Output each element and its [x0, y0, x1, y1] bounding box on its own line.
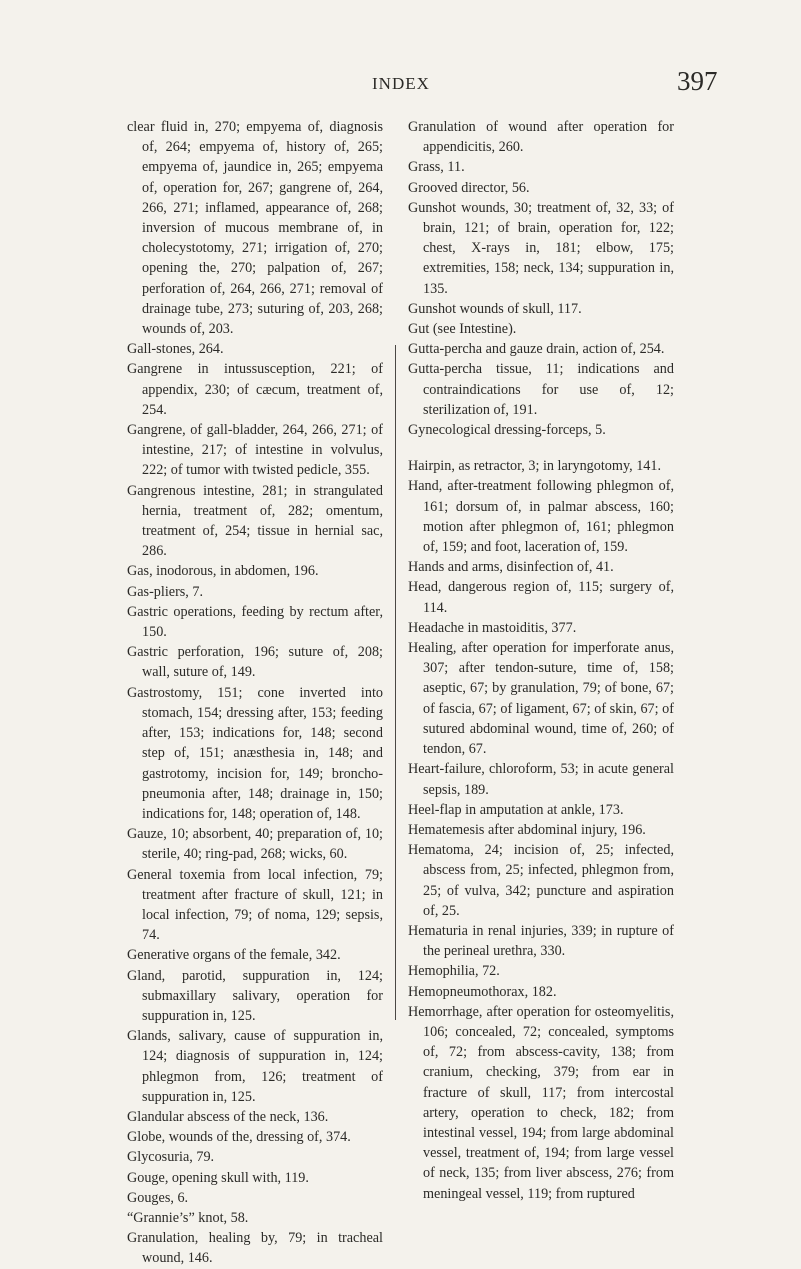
index-entry: Globe, wounds of the, dressing of, 374.: [127, 1129, 351, 1146]
index-entry: General toxemia from local infection, 79; treatment after fracture of skull, 121; in local infection, 79; of noma, 129; sepsis, 74.: [127, 866, 383, 944]
index-entry: Heart-failure, chloroform, 53; in acute general sepsis, 189.: [408, 761, 674, 798]
index-entry: Gastrostomy, 151; cone inverted into stomach, 154; dressing after, 153; feeding after, 153; indications for, 148; second step of, 151; anæsthesia in, 148; and gastrotomy, incision for, 149; broncho-pneumonia after, 148; drainage in, 150; indications for, 148; operation of, 148.: [127, 684, 383, 822]
index-entry: Gynecological dressing-forceps, 5.: [408, 422, 606, 439]
index-entry: Hands and arms, disinfection of, 41.: [408, 559, 614, 576]
column-divider: [395, 345, 396, 1020]
index-entry: Headache in mastoiditis, 377.: [408, 619, 577, 636]
index-entry: Gouges, 6.: [127, 1189, 189, 1206]
index-entry: Granulation, healing by, 79; in tracheal wound, 146.: [127, 1230, 383, 1267]
index-entry: Hand, after-treatment following phlegmon of, 161; dorsum of, in palmar abscess, 160; motion after phlegmon of, 161; phlegmon of, 159; and foot, laceration of, 159.: [408, 478, 674, 556]
index-entry: Grass, 11.: [408, 159, 465, 176]
running-head: INDEX: [372, 74, 430, 93]
index-entry: clear fluid in, 270; empyema of, diagnosis of, 264; empyema of, history of, 265; empyema of, jaundice in, 265; empyema of, operation for, 267; gangrene of, 264, 266, 271; inflamed, appearance of, 268; inversion of mucous membrane of, in cholecystotomy, 271; irrigation of, 270; opening the, 270; palpation of, 267; perforation of, 264, 266, 271; removal of drainage tube, 273; suturing of, 203, 268; wounds of, 203.: [127, 119, 383, 338]
index-entry: “Grannie’s” knot, 58.: [127, 1209, 249, 1226]
index-entry: Gland, parotid, suppuration in, 124; submaxillary salivary, operation for suppuration in, 125.: [127, 967, 383, 1024]
index-entry: Hairpin, as retractor, 3; in laryngotomy, 141.: [408, 458, 662, 475]
index-entry: Gut (see Intestine).: [408, 321, 517, 338]
index-entry: Grooved director, 56.: [408, 179, 530, 196]
index-entry: Gunshot wounds of skull, 117.: [408, 300, 582, 317]
index-entry: Gangrene, of gall-bladder, 264, 266, 271; of intestine, 217; of intestine in volvulus, 222; of tumor with twisted pedicle, 355.: [127, 422, 383, 479]
index-entry: Hemophilia, 72.: [408, 963, 500, 980]
index-entry: Glycosuria, 79.: [127, 1149, 215, 1166]
index-entry: Gall-stones, 264.: [127, 341, 224, 358]
index-entry: Gastric perforation, 196; suture of, 208; wall, suture of, 149.: [127, 644, 383, 681]
index-entry: Gutta-percha and gauze drain, action of, 254.: [408, 341, 665, 358]
index-entry: Gutta-percha tissue, 11; indications and contraindications for use of, 12; sterilization of, 191.: [408, 361, 674, 418]
index-column-right: [408, 117, 674, 1204]
index-entry: Granulation of wound after operation for appendicitis, 260.: [408, 119, 674, 156]
index-entry: Heel-flap in amputation at ankle, 173.: [408, 801, 624, 818]
index-entry: Gastric operations, feeding by rectum after, 150.: [127, 603, 383, 641]
index-entry: Gas-pliers, 7.: [127, 583, 204, 600]
index-entry: Hematemesis after abdominal injury, 196.: [408, 821, 646, 838]
index-entry: Generative organs of the female, 342.: [127, 947, 341, 964]
index-entry: Gas, inodorous, in abdomen, 196.: [127, 563, 319, 580]
page-header: [0, 66, 801, 106]
index-entry: Head, dangerous region of, 115; surgery of, 114.: [408, 579, 674, 616]
index-entry: Gangrenous intestine, 281; in strangulated hernia, treatment of, 282; omentum, treatment of, 254; tissue in hernial sac, 286.: [127, 482, 383, 560]
index-entry: Healing, after operation for imperforate anus, 307; after tendon-suture, time of, 158; aseptic, 67; by granulation, 79; of bone, 67; of fascia, 67; of ligament, 67; of skin, 67; of sutured abdominal wound, time of, 260; of tendon, 67.: [408, 640, 674, 758]
index-entry: Gauze, 10; absorbent, 40; preparation of, 10; sterile, 40; ring-pad, 268; wicks, 60.: [127, 826, 383, 863]
index-entry: Hemorrhage, after operation for osteomyelitis, 106; concealed, 72; concealed, symptoms of, 72; from abscess-cavity, 138; from cranium, checking, 379; from ear in fracture of skull, 117; from intercostal artery, operation to check, 182; from intestinal vessel, 194; from large abdominal vessel, treatment of, 194; from large vessel of neck, 135; from liver abscess, 276; from meningeal vessel, 119; from ruptured: [408, 1003, 674, 1202]
index-entry: Gunshot wounds, 30; treatment of, 32, 33; of brain, 121; of brain, operation for, 122; chest, X-rays in, 181; elbow, 175; extremities, 158; neck, 134; suppuration in, 135.: [408, 199, 674, 297]
page-number: 397: [677, 66, 718, 96]
index-column-left: [127, 117, 383, 1269]
index-entry: Hemopneumothorax, 182.: [408, 983, 557, 1000]
index-entry: Gouge, opening skull with, 119.: [127, 1169, 309, 1186]
index-entry: Glands, salivary, cause of suppuration in, 124; diagnosis of suppuration in, 124; phlegmon from, 126; treatment of suppuration in, 125.: [127, 1028, 383, 1105]
index-entry: Gangrene in intussusception, 221; of appendix, 230; of cæcum, treatment of, 254.: [127, 361, 383, 418]
index-entry: Hematoma, 24; incision of, 25; infected, abscess from, 25; infected, phlegmon from, 25; of vulva, 342; puncture and aspiration of, 25.: [408, 842, 674, 919]
index-entry: Glandular abscess of the neck, 136.: [127, 1108, 329, 1125]
index-entry: Hematuria in renal injuries, 339; in rupture of the perineal urethra, 330.: [408, 922, 674, 960]
